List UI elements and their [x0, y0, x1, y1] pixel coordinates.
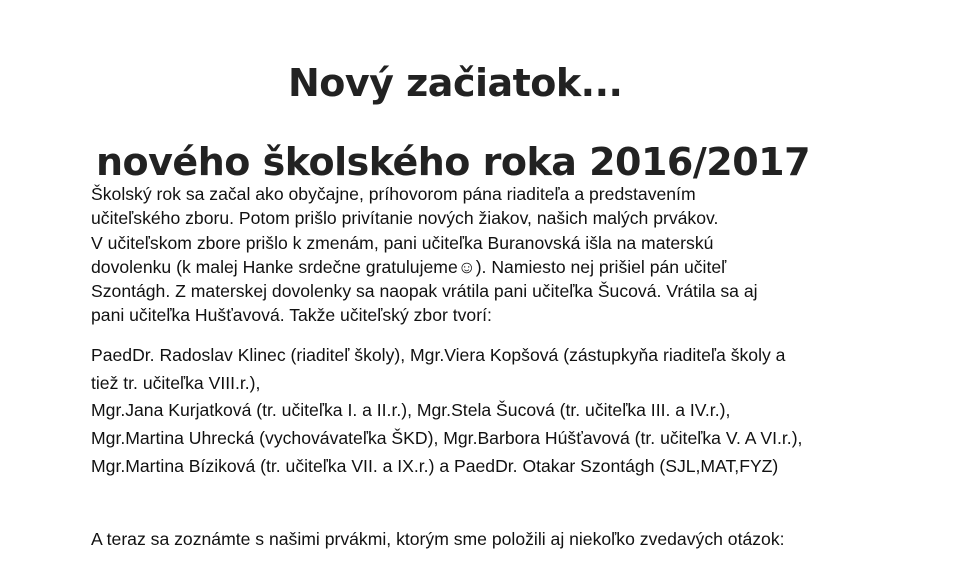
intro-line: pani učiteľka Hušťavová. Takže učiteľský zbor tvorí:	[91, 305, 492, 326]
staff-line: tiež tr. učiteľka VIII.r.),	[91, 372, 261, 393]
intro-line: V učiteľskom zbore prišlo k zmenám, pani učiteľka Buranovská išla na materskú	[91, 232, 714, 253]
closing-paragraph: A teraz sa zoznámte s našimi prvákmi, ktorým sme položili aj niekoľko zvedavých otázok:	[91, 529, 785, 549]
staff-list-paragraph	[91, 342, 802, 480]
staff-line: Mgr.Martina Uhrecká (vychovávateľka ŠKD), Mgr.Barbora Húšťavová (tr. učiteľka V. A VI.r.),	[91, 428, 803, 449]
intro-line: Szontágh. Z materskej dovolenky sa naopak vrátila pani učiteľka Šucová. Vrátila sa aj	[91, 281, 758, 302]
staff-line: Mgr.Martina Bíziková (tr. učiteľka VII. a IX.r.) a PaedDr. Otakar Szontágh (SJL,MAT,FYZ)	[91, 455, 779, 476]
intro-line: Školský rok sa začal ako obyčajne, príhovorom pána riaditeľa a predstavením	[91, 184, 696, 204]
intro-line: dovolenku (k malej Hanke srdečne gratulujeme☺). Namiesto nej prišiel pán učiteľ	[91, 256, 727, 277]
title-line-1: Nový začiatok...	[288, 61, 623, 105]
title-line-2: nového školského roka 2016/2017	[96, 140, 811, 184]
staff-line: Mgr.Jana Kurjatková (tr. učiteľka I. a II.r.), Mgr.Stela Šucová (tr. učiteľka III. a IV.r.),	[91, 400, 731, 421]
intro-line: učiteľského zboru. Potom prišlo privítanie nových žiakov, našich malých prvákov.	[91, 208, 719, 229]
staff-line: PaedDr. Radoslav Klinec (riaditeľ školy), Mgr.Viera Kopšová (zástupkyňa riaditeľa školy a	[91, 345, 786, 365]
intro-paragraph	[91, 182, 758, 328]
